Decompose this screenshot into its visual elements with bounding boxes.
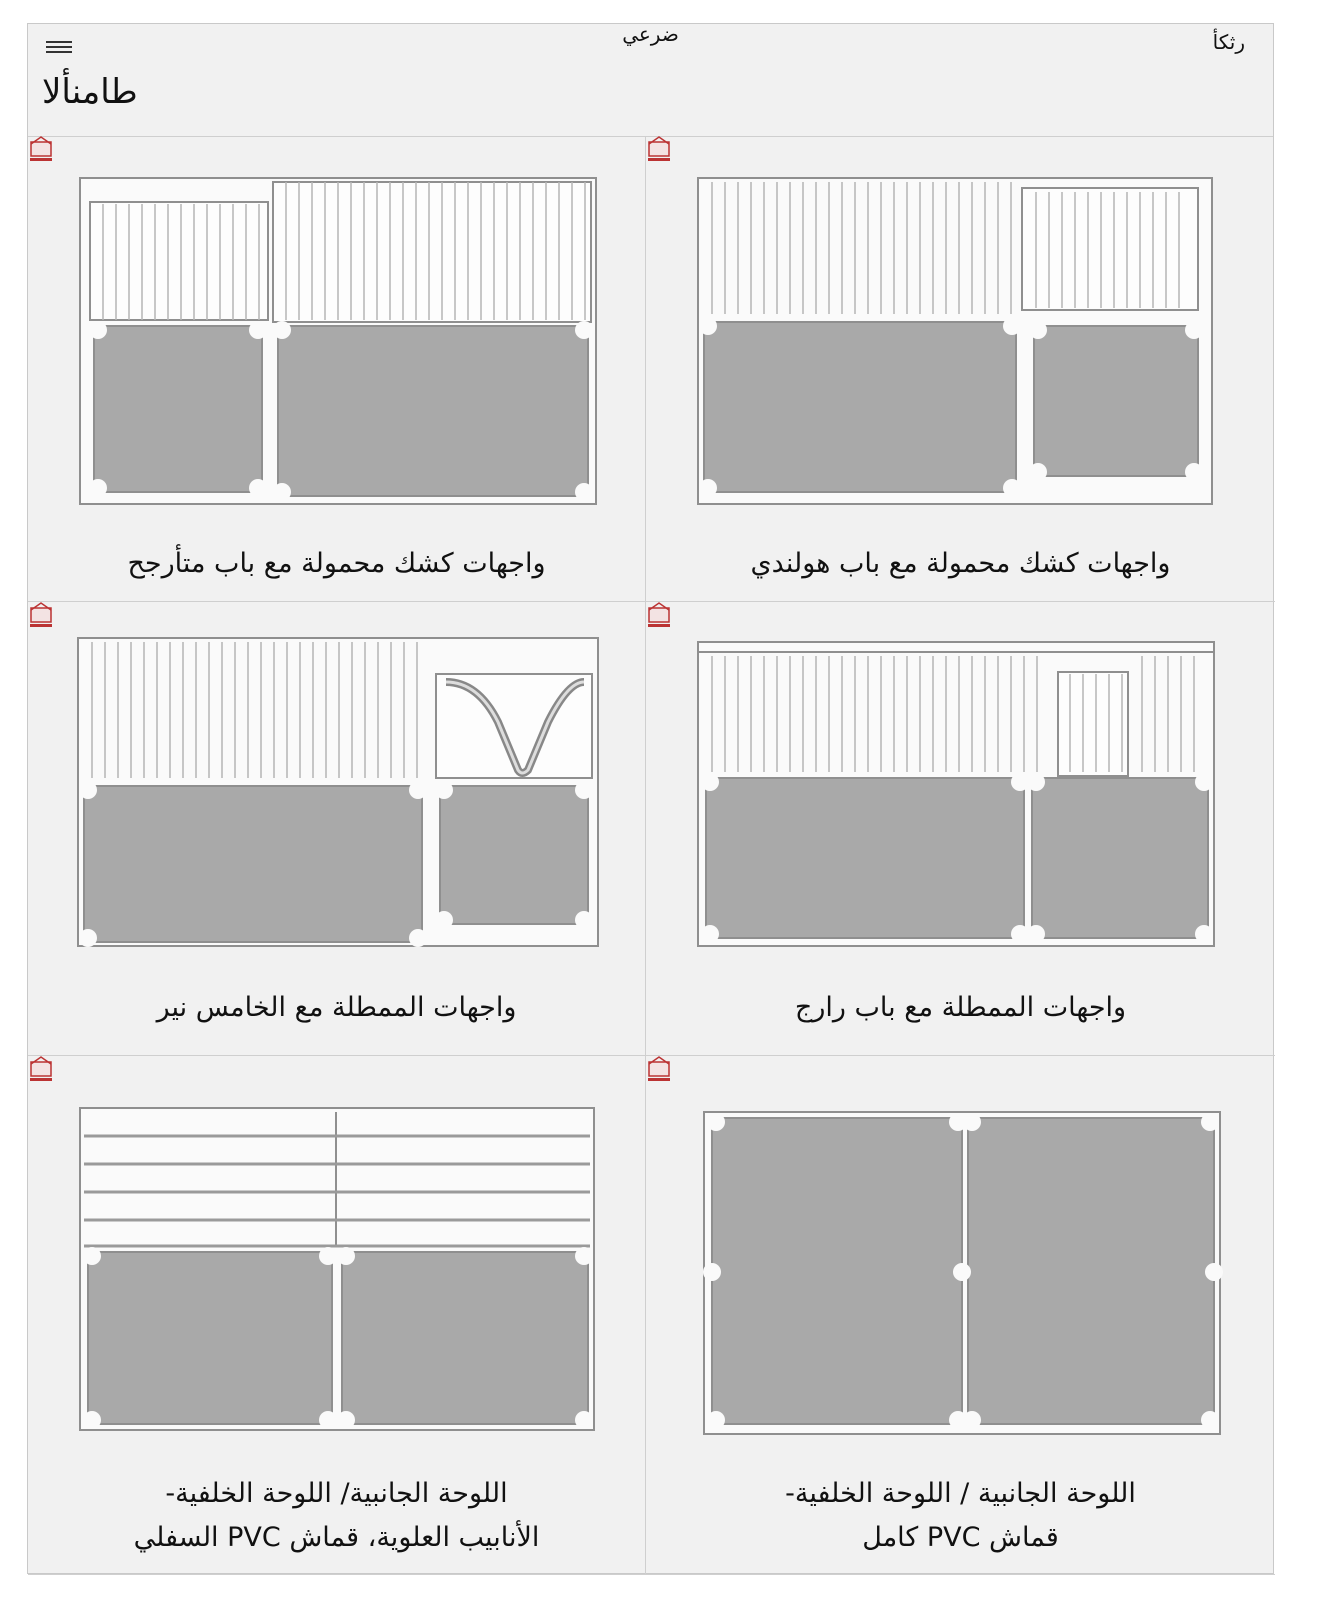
product-card-v-yoke[interactable] <box>28 602 646 1056</box>
header <box>28 24 1273 137</box>
page-title: طامنألا <box>42 72 138 112</box>
page-container <box>27 23 1274 1574</box>
product-caption[interactable]: واجهات كشك محمولة مع باب هولندي <box>750 548 1171 579</box>
view-title: ضرعي <box>622 22 679 46</box>
product-caption-line2[interactable]: قماش PVC كامل <box>862 1522 1059 1553</box>
more-link[interactable]: رثكأ <box>1212 30 1245 54</box>
product-card-full-pvc[interactable] <box>646 1056 1275 1575</box>
product-caption[interactable]: واجهات الممطلة مع الخامس نير <box>156 992 517 1023</box>
full-pvc-drawing <box>646 1056 1275 1466</box>
product-caption[interactable]: واجهات الممطلة مع باب رارج <box>794 992 1127 1023</box>
product-caption[interactable]: واجهات كشك محمولة مع باب متأرجح <box>127 548 546 579</box>
swing-door-drawing <box>28 136 646 536</box>
dutch-door-drawing <box>646 136 1275 536</box>
product-caption-line2[interactable]: الأنابيب العلوية، قماش PVC السفلي <box>133 1522 540 1553</box>
product-card-dutch-door[interactable] <box>646 136 1275 602</box>
product-caption-line1[interactable]: اللوحة الجانبية / اللوحة الخلفية- <box>785 1478 1136 1509</box>
product-card-swing-door[interactable] <box>28 136 646 602</box>
product-card-sliding-door[interactable] <box>646 602 1275 1056</box>
sliding-door-drawing <box>646 602 1275 982</box>
top-tubes-drawing <box>28 1056 646 1466</box>
product-caption-line1[interactable]: اللوحة الجانبية/ اللوحة الخلفية- <box>165 1478 508 1509</box>
product-card-top-tubes[interactable] <box>28 1056 646 1575</box>
v-yoke-drawing <box>28 602 646 982</box>
